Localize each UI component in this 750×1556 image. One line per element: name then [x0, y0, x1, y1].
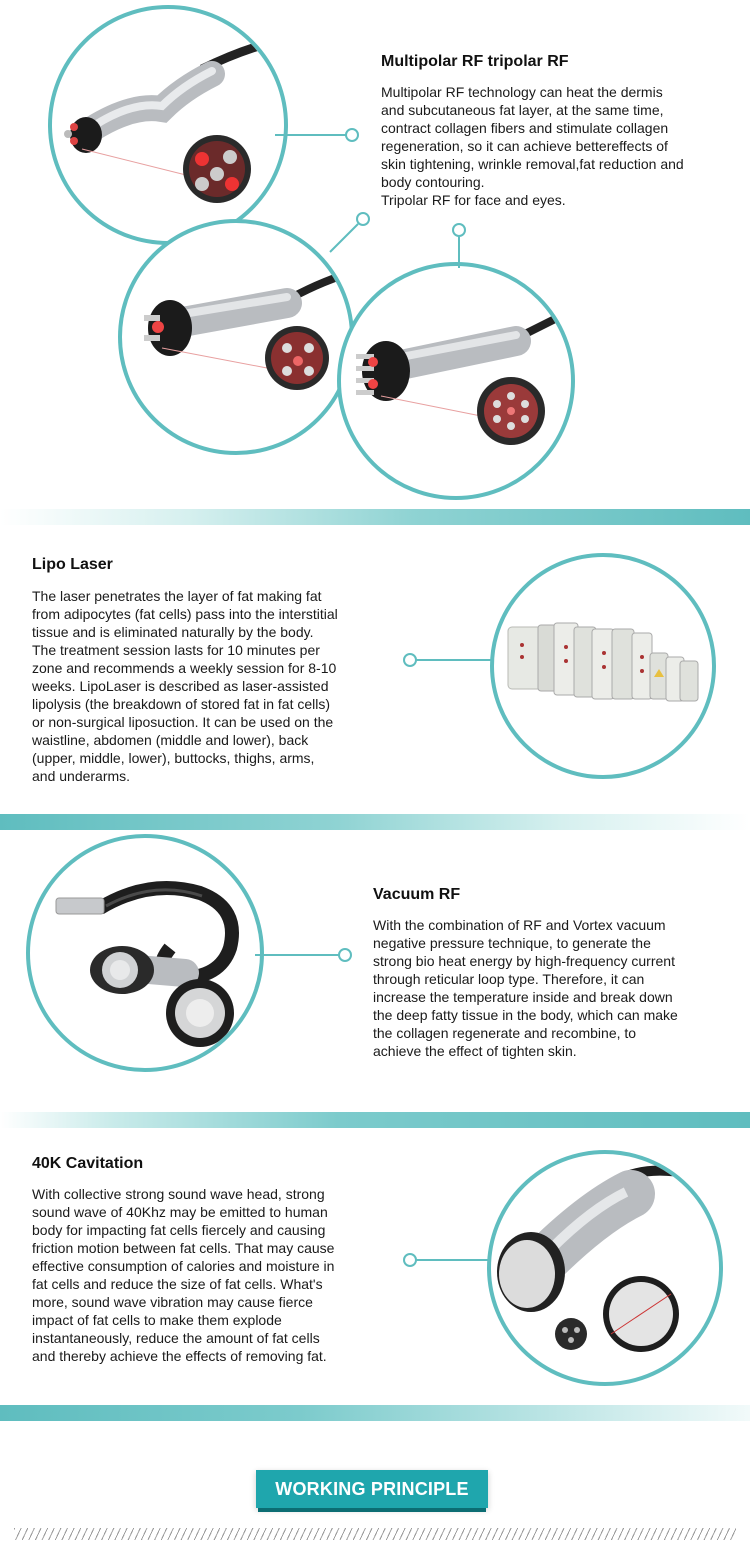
rf-connector-lines: [0, 0, 750, 500]
rf-section-title: Multipolar RF tripolar RF: [381, 53, 569, 70]
cavitation-photo-circle: [487, 1150, 723, 1386]
cavitation-connector-line: [400, 1250, 500, 1270]
vacuum-rf-photo-circle: [26, 834, 264, 1072]
working-principle-banner: WORKING PRINCIPLE: [256, 1470, 488, 1508]
decorative-slash-rule: [14, 1528, 736, 1540]
rf-section-body: Multipolar RF technology can heat the dermis and subcutaneous fat layer, at the same time, contract collagen fibers and stimulate collagen regeneration, so it can achieve bettereffects of skin tightening, wrinkle removal,fat reduction and body contouring. Tripolar RF for face and eyes.: [381, 84, 684, 208]
vacuum-section-body: With the combination of RF and Vortex vacuum negative pressure technique, to generate the strong bio heat energy by high-frequency current through reticular loop type. Therefore, it can increase the temperature inside and break down the deep fatty tissue in the body, which can make the collagen regenerate and recombine, to achieve the effect of tighten skin.: [373, 917, 678, 1059]
divider-band-2: [0, 814, 750, 830]
lipo-laser-pads-image: [494, 557, 712, 775]
vacuum-rf-handle-image: [30, 838, 260, 1068]
lipo-section-body: The laser penetrates the layer of fat making fat from adipocytes (fat cells) pass into the interstitial tissue and is eliminated naturally by the body. The treatment session lasts for 10 minutes per zone and recommends a weekly session for 8-10 weeks. LipoLaser is described as laser-assisted lipolysis (the breakdown of stored fat in fat cells) or non-surgical liposuction. It can be used on the waistline, abdomen (middle and lower), back (upper, middle, lower), buttocks, thighs, arms, and underarms.: [32, 588, 338, 784]
lipo-connector-line: [400, 650, 500, 670]
divider-band-1: [0, 509, 750, 525]
vacuum-section-title: Vacuum RF: [373, 886, 461, 903]
lipo-laser-photo-circle: [490, 553, 716, 779]
vacuum-connector-line: [255, 945, 355, 965]
divider-band-4: [0, 1405, 750, 1421]
lipo-section-title: Lipo Laser: [32, 556, 113, 573]
cavitation-section-title: 40K Cavitation: [32, 1155, 144, 1172]
divider-band-3: [0, 1112, 750, 1128]
cavitation-section-body: With collective strong sound wave head, strong sound wave of 40Khz may be emitted to human body for impacting fat cells fiercely and causing friction motion between fat cells. That may cause effective consumption of calories and moisture in fat cells and reduce the size of fat cells. What's more, sound wave vibration may cause fierce impact of fat cells to make them explode instantaneously, reduce the amount of fat cells and thereby achieve the effects of removing fat.: [32, 1186, 335, 1364]
cavitation-head-image: [491, 1154, 719, 1382]
